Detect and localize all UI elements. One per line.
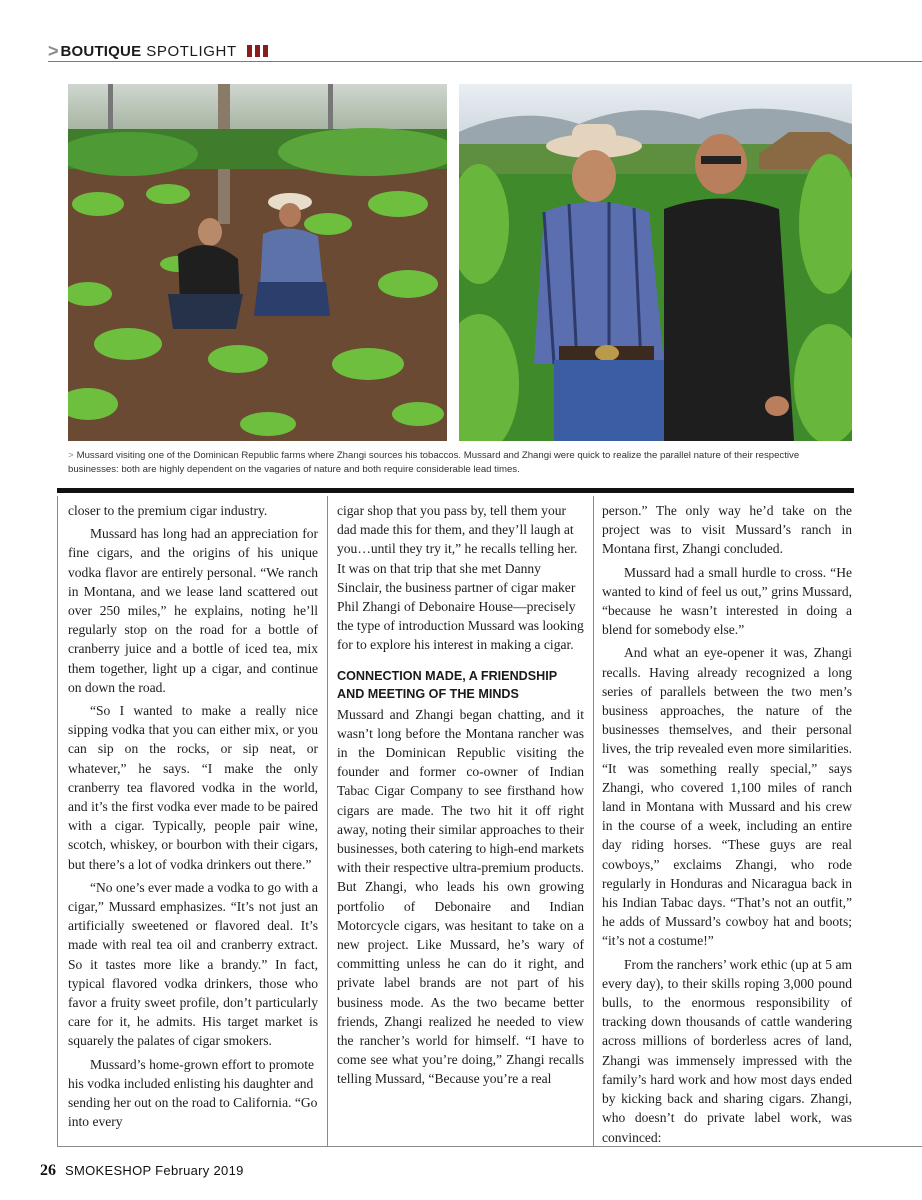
paragraph: Mussard and Zhangi began chatting, and it wasn’t long before the Montana rancher was in the Dominican Republic visiting the founder and former co-owner of Indian Tabac Cigar Company to see firsthand how cigars are made. The two hit it off right away, noting their similar approaches to their businesses, both catering to high-end markets with their respective ultra-premium products. But Zhangi, who leads his own growing portfolio of Debonaire and Indian Motorcycle cigars, was hesitant to take on a new project. Like Mussard, he’s wary of committing unless he can do it right, and private label brands are not part of his business mode. As the two became better friends, Zhangi realized he needed to view the rancher’s world for himself. “I have to come see what you’re doing,” Zhangi recalls telling Mussard, “Because you’re a real [337, 706, 584, 1087]
column-divider-left [57, 496, 58, 1147]
caption-marker: > [68, 450, 74, 461]
paragraph: cigar shop that you pass by, tell them your dad made this for them, and they’ll laugh at you…until they try it,” he recalls telling her. It was on that trip that she met Danny Sinclair, the business partner of cigar maker Phil Zhangi of Debonaire House—precisely the type of introduction Mussard was looking for to explore his interest in making a cigar. [337, 503, 584, 653]
page-number: 26 [40, 1162, 56, 1179]
section-kicker-light: SPOTLIGHT [146, 42, 237, 60]
publication-name: SMOKESHOP February 2019 [65, 1163, 244, 1178]
column-divider-1 [327, 496, 328, 1147]
accent-bars [247, 45, 268, 57]
photo-arm-in-arm [459, 84, 852, 441]
paragraph: Mussard had a small hurdle to cross. “He wanted to kind of feel us out,” grins Mussard, “because he wasn’t interested in doing a blend for somebody else.” [602, 564, 852, 638]
paragraph: “So I wanted to make a really nice sipping vodka that you can either mix, or you can sip on the rocks, or sip neat, or whatever,” he says. “I make the only cranberry tea flavored vodka in the world, and it’s the first vodka ever made to be paired with a cigar. Typically, people pair wine, scotch, whiskey, or bourbon with their cigars, but there’s a lot of vodka drinkers out there.” [68, 703, 318, 872]
caption-text: Mussard visiting one of the Dominican Republic farms where Zhangi sources his tobaccos. Mussard and Zhangi were quick to realize the parallel nature of their respective businesses: both are highly dependent on the vagaries of nature and both require considerable lead times. [68, 450, 800, 475]
paragraph: “No one’s ever made a vodka to go with a cigar,” Mussard emphasizes. “It’s not just an artificially sweetened or flavored deal. It’s made with real tea oil and cranberry extract. So it tastes more like a brandy.” In fact, typical flavored vodka drinkers, those who favor a fruity sweet profile, don’t particularly care for it, he admits. His target market is squarely the palates of cigar smokers. [68, 879, 318, 1049]
section-kicker-bold: BOUTIQUE [60, 42, 142, 60]
header-rule [48, 61, 922, 62]
paragraph: Mussard has long had an appreciation for fine cigars, and the origins of his unique vodka flavor are entirely personal. “We ranch in Montana, and we lease land scattered out over 250 miles,” he explains, noting he’ll regularly stop on the road for a bottle of cranberry juice and a bottle of iced tea, mix them together, light up a cigar, and continue on down the road. [68, 526, 318, 695]
chevron-icon: > [48, 41, 59, 61]
section-subhead: CONNECTION MADE, A FRIENDSHIP AND MEETING OF THE MINDS [337, 668, 557, 701]
photo-field-crouching [68, 84, 447, 441]
column-divider-2 [593, 496, 594, 1147]
article-column-2 [337, 501, 584, 1093]
paragraph: person.” The only way he’d take on the project was to visit Mussard’s ranch in Montana first, Zhangi concluded. [602, 503, 852, 557]
paragraph: closer to the premium cigar industry. [68, 503, 268, 518]
article-column-1 [68, 501, 318, 1136]
caption-rule [57, 488, 854, 493]
paragraph: And what an eye-opener it was, Zhangi recalls. Having already recognized a long series of parallels between the two men’s business approaches, the nature of the businesses themselves, and their personal lives, the trip revealed even more similarities. “It was something really special,” says Zhangi, who covered 1,100 miles of ranch land in Montana with Mussard and his crew in the course of a week, including an entire day riding horses. “These guys are real cowboys,” exclaims Zhangi, who rode regularly in Honduras and Nicaragua back in his Indian Tabac days. “That’s not an outfit,” he adds of Mussard’s cowboy hat and boots; “it’s not a costume!” [602, 645, 852, 949]
paragraph: Mussard’s home-grown effort to promote his vodka included enlisting his daughter and sending her out on the road to California. “Go into every [68, 1056, 318, 1130]
section-header [48, 40, 268, 62]
paragraph: From the ranchers’ work ethic (up at 5 am every day), to their skills roping 3,000 pound bulls, to the enormous responsibility of tracking down thousands of cattle wandering across millions of borderless acres of land, Zhangi was immensely impressed with the family’s hard work and how most days ended by kicking back and sharing cigars. Zhangi, who doesn’t do private label work, was convinced: [602, 956, 852, 1145]
photo-caption [68, 449, 852, 477]
article-column-3 [602, 501, 852, 1151]
page-footer [40, 1162, 244, 1184]
